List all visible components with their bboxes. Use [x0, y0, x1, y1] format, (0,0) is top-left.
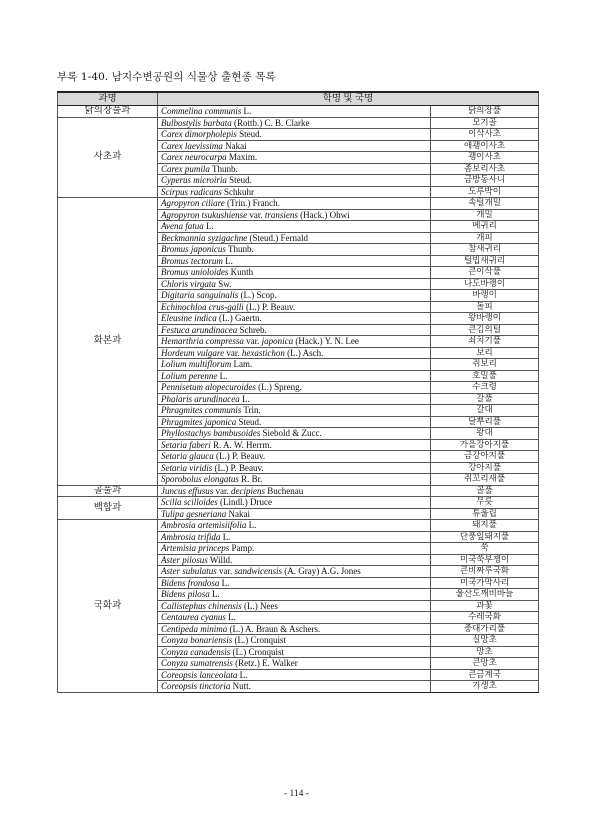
header-family: 과명 — [58, 92, 158, 106]
scientific-name-italic: Cyperus microiria — [161, 175, 227, 185]
korean-name-cell: 큰김의털 — [431, 324, 539, 336]
scientific-name-italic: Agropyron ciliare — [161, 198, 225, 208]
korean-name-cell: 속털개밀 — [431, 198, 539, 210]
korean-name-cell: 개밀 — [431, 209, 539, 221]
korean-name-cell: 금방동사니 — [431, 175, 539, 187]
scientific-name-italic: Ambrosia artemisiifolia — [161, 520, 247, 530]
korean-name-cell: 괭이사초 — [431, 152, 539, 164]
korean-name-cell: 돌피 — [431, 301, 539, 313]
scientific-name-author: var. — [247, 209, 265, 220]
scientific-name-author: (Retz.) E. Walker — [232, 658, 298, 668]
family-name-cell: 닭의장풀과 — [58, 106, 158, 118]
scientific-name-author: L. — [225, 612, 236, 622]
korean-name-cell: 과꽃 — [431, 600, 539, 612]
scientific-name-italic: Juncus effusus — [161, 485, 214, 496]
scientific-name-cell — [158, 324, 431, 336]
scientific-name-cell — [158, 117, 431, 129]
korean-name-cell: 나도바랭이 — [431, 278, 539, 290]
scientific-name-author: (A. Gray) A.G. Jones — [282, 566, 361, 576]
korean-name-cell: 참새귀리 — [431, 244, 539, 256]
scientific-name-italic: Tulipa gesneriana — [161, 508, 227, 519]
scientific-name-italic: sandwicensis — [234, 566, 283, 576]
scientific-name-italic: Centaurea cyanus — [161, 612, 226, 622]
scientific-name-italic: Setaria glauca — [161, 451, 214, 461]
scientific-name-italic: Chloris virgata — [161, 278, 216, 289]
scientific-name-cell — [158, 658, 431, 670]
scientific-name-italic: Bromus japonicus — [161, 244, 226, 254]
scientific-name-italic: Phragmites communis — [161, 405, 242, 415]
scientific-name-cell — [158, 554, 431, 566]
scientific-name-italic: Hemarthria compressa — [161, 336, 244, 346]
scientific-name-italic: Bromus tectorum — [161, 255, 223, 266]
scientific-name-italic: Eleusine indica — [161, 313, 217, 323]
table-row — [58, 117, 539, 129]
scientific-name-cell — [158, 313, 431, 325]
scientific-name-author: Nutt. — [230, 681, 251, 691]
scientific-name-author: (L.) P. Beauv. — [243, 301, 296, 312]
scientific-name-cell — [158, 267, 431, 279]
scientific-name-italic: Coreopsis tinctoria — [161, 681, 231, 691]
scientific-name-cell — [158, 186, 431, 198]
scientific-name-italic: Phalaris arundinacea — [161, 393, 240, 404]
scientific-name-italic: Conyza sumatrensis — [161, 658, 233, 668]
family-name-cell: 국화과 — [58, 520, 158, 693]
scientific-name-author: R. Br. — [238, 474, 263, 484]
scientific-name-cell — [158, 462, 431, 474]
scientific-name-italic: Bidens frondosa — [161, 577, 220, 588]
scientific-name-author: (L.) Cronquist — [230, 646, 284, 657]
scientific-name-italic: Carex pumila — [161, 163, 210, 174]
family-name-cell: 백합과 — [58, 497, 158, 520]
scientific-name-cell — [158, 600, 431, 612]
korean-name-cell: 닭의장풀 — [431, 106, 539, 118]
scientific-name-cell — [158, 393, 431, 405]
korean-name-cell: 실망초 — [431, 635, 539, 647]
scientific-name-italic: Commelina communis — [161, 106, 242, 116]
table-row — [58, 106, 539, 118]
scientific-name-author: (L.) P. Beauv. — [212, 462, 264, 473]
scientific-name-cell — [158, 221, 431, 233]
scientific-name-cell — [158, 635, 431, 647]
scientific-name-author: L. — [241, 106, 252, 116]
scientific-name-author: (L.) Nees — [241, 600, 278, 611]
korean-name-cell: 메귀리 — [431, 221, 539, 233]
scientific-name-cell — [158, 508, 431, 520]
scientific-name-author: L. — [239, 393, 250, 404]
species-table — [57, 91, 539, 693]
scientific-name-author: L. — [203, 221, 214, 231]
scientific-name-cell — [158, 359, 431, 371]
korean-name-cell: 왕대 — [431, 428, 539, 440]
scientific-name-cell — [158, 301, 431, 313]
scientific-name-italic: Callistephus chinensis — [161, 600, 242, 611]
scientific-name-italic: Coreopsis lanceolata — [161, 669, 238, 680]
korean-name-cell: 바랭이 — [431, 290, 539, 302]
scientific-name-italic: Bidens pilosa — [161, 589, 210, 599]
scientific-name-cell — [158, 416, 431, 428]
korean-name-cell: 기생초 — [431, 681, 539, 693]
scientific-name-italic: Avena fatua — [161, 221, 204, 231]
korean-name-cell: 수레국화 — [431, 612, 539, 624]
header-name: 학명 및 국명 — [158, 92, 539, 106]
species-table-body — [58, 106, 539, 693]
scientific-name-author: R. A. W. Herrm. — [210, 439, 272, 450]
scientific-name-cell — [158, 244, 431, 256]
scientific-name-author: Buchenau — [265, 485, 304, 496]
scientific-name-italic: japonica — [261, 336, 294, 346]
scientific-name-author: L. — [246, 520, 257, 530]
scientific-name-italic: Sporobolus elongatus — [161, 474, 239, 484]
scientific-name-author: (Hack.) Ohwi — [297, 209, 350, 220]
korean-name-cell: 큰이삭풀 — [431, 267, 539, 279]
korean-name-cell: 큰금계국 — [431, 669, 539, 681]
scientific-name-author: var. — [224, 347, 242, 358]
scientific-name-author: Maxim. — [226, 152, 258, 162]
scientific-name-cell — [158, 175, 431, 187]
korean-name-cell: 이삭사초 — [431, 129, 539, 141]
korean-name-cell: 큰망초 — [431, 658, 539, 670]
scientific-name-author: Steud. — [226, 175, 252, 185]
korean-name-cell: 호밀풀 — [431, 370, 539, 382]
scientific-name-cell — [158, 520, 431, 532]
scientific-name-author: L. — [219, 577, 230, 588]
korean-name-cell: 미국가막사리 — [431, 577, 539, 589]
korean-name-cell: 가을강아지풀 — [431, 439, 539, 451]
scientific-name-italic: Digitaria sanguinalis — [161, 290, 239, 300]
scientific-name-cell — [158, 566, 431, 578]
scientific-name-italic: Setaria viridis — [161, 462, 213, 473]
scientific-name-italic: Bulbostylis barbata — [161, 117, 232, 128]
scientific-name-italic: hexastichon — [241, 347, 285, 358]
scientific-name-cell — [158, 106, 431, 118]
scientific-name-italic: Conyza bonariensis — [161, 635, 233, 645]
scientific-name-author: L. — [209, 589, 220, 599]
scientific-name-cell — [158, 439, 431, 451]
scientific-name-cell — [158, 129, 431, 141]
scientific-name-italic: Carex neurocarpa — [161, 152, 227, 162]
scientific-name-cell — [158, 669, 431, 681]
korean-name-cell: 강아지풀 — [431, 462, 539, 474]
scientific-name-author: Steud. — [236, 129, 262, 139]
scientific-name-cell — [158, 290, 431, 302]
scientific-name-author: Steud. — [236, 416, 262, 427]
scientific-name-italic: Echinochloa crus-galli — [161, 301, 244, 312]
family-name-cell: 골풀과 — [58, 485, 158, 497]
scientific-name-author: Sw. — [215, 278, 232, 289]
scientific-name-italic: Carex dimorpholepis — [161, 129, 237, 139]
scientific-name-cell — [158, 152, 431, 164]
scientific-name-author: Nakai — [226, 508, 251, 519]
scientific-name-italic: Pennisetum alopecuroides — [161, 382, 256, 392]
scientific-name-author: Trin. — [241, 405, 261, 415]
korean-name-cell: 좀보리사초 — [431, 163, 539, 175]
scientific-name-cell — [158, 255, 431, 267]
scientific-name-cell — [158, 681, 431, 693]
korean-name-cell: 단풍잎돼지풀 — [431, 531, 539, 543]
scientific-name-cell — [158, 163, 431, 175]
scientific-name-cell — [158, 589, 431, 601]
scientific-name-author: (L.) P. Beauv. — [213, 451, 266, 461]
scientific-name-italic: Scilla scilloides — [161, 497, 218, 507]
korean-name-cell: 미국쑥부쟁이 — [431, 554, 539, 566]
korean-name-cell: 쑥 — [431, 543, 539, 555]
korean-name-cell: 보리 — [431, 347, 539, 359]
scientific-name-cell — [158, 347, 431, 359]
scientific-name-author: L. — [222, 255, 233, 266]
scientific-name-italic: Setaria faberi — [161, 439, 211, 450]
table-row — [58, 485, 539, 497]
korean-name-cell: 도루박이 — [431, 186, 539, 198]
page-number: - 114 - — [284, 789, 309, 799]
korean-name-cell: 중대가리풀 — [431, 623, 539, 635]
scientific-name-italic: Lolium multiflorum — [161, 359, 232, 369]
korean-name-cell: 튜울립 — [431, 508, 539, 520]
scientific-name-author: Willd. — [207, 554, 233, 565]
scientific-name-author: (L.) Spreng. — [255, 382, 302, 392]
scientific-name-author: L. — [237, 669, 248, 680]
scientific-name-cell — [158, 451, 431, 463]
scientific-name-author: Schreb. — [237, 324, 267, 335]
scientific-name-italic: Festuca arundinacea — [161, 324, 238, 335]
scientific-name-cell — [158, 577, 431, 589]
scientific-name-cell — [158, 209, 431, 221]
korean-name-cell: 개피 — [431, 232, 539, 244]
scientific-name-cell — [158, 612, 431, 624]
table-row — [58, 520, 539, 532]
scientific-name-cell — [158, 543, 431, 555]
scientific-name-italic: decipiens — [231, 485, 265, 496]
korean-name-cell: 달뿌리풀 — [431, 416, 539, 428]
table-caption: 부록 1-40. 남지수변공원의 식물상 출현종 목록 — [57, 71, 276, 83]
scientific-name-author: Pamp. — [229, 543, 255, 553]
scientific-name-cell — [158, 278, 431, 290]
scientific-name-cell — [158, 405, 431, 417]
scientific-name-author: L. — [217, 370, 228, 381]
scientific-name-author: Siebold & Zucc. — [260, 428, 322, 438]
family-name-cell: 화본과 — [58, 198, 158, 486]
scientific-name-author: L. — [220, 531, 231, 542]
table-row — [58, 198, 539, 210]
family-name-cell: 사초과 — [58, 117, 158, 198]
scientific-name-italic: Artemisia princeps — [161, 543, 230, 553]
table-header-row — [58, 92, 539, 106]
korean-name-cell: 골풀 — [431, 485, 539, 497]
scientific-name-italic: Ambrosia trifida — [161, 531, 221, 542]
scientific-name-author: Thunb. — [225, 244, 254, 254]
scientific-name-italic: Carex laevissima — [161, 140, 223, 151]
scientific-name-author: Schkuhr — [221, 186, 254, 197]
scientific-name-italic: Lolium perenne — [161, 370, 218, 381]
scientific-name-author: (Rottb.) C. B. Clarke — [231, 117, 310, 128]
korean-name-cell: 털빕새귀리 — [431, 255, 539, 267]
scientific-name-author: var. — [216, 566, 235, 576]
korean-name-cell: 쥐보리 — [431, 359, 539, 371]
scientific-name-cell — [158, 497, 431, 509]
scientific-name-cell — [158, 198, 431, 210]
scientific-name-italic: Phragmites japonica — [161, 416, 237, 427]
korean-name-cell: 쇠치기풀 — [431, 336, 539, 348]
scientific-name-italic: Aster pilosus — [161, 554, 208, 565]
scientific-name-italic: Agropyron tsukushiense — [161, 209, 248, 220]
scientific-name-author: (Trin.) Franch. — [224, 198, 280, 208]
scientific-name-author: (Lindl.) Druce — [217, 497, 272, 507]
scientific-name-italic: Hordeum vulgare — [161, 347, 225, 358]
table-row — [58, 497, 539, 509]
scientific-name-author: (L.) Asch. — [284, 347, 324, 358]
korean-name-cell: 돼지풀 — [431, 520, 539, 532]
korean-name-cell: 울산도깨비바늘 — [431, 589, 539, 601]
scientific-name-author: Lam. — [231, 359, 253, 369]
scientific-name-italic: Bromus unioloides — [161, 267, 229, 277]
korean-name-cell: 왕바랭이 — [431, 313, 539, 325]
korean-name-cell: 애괭이사초 — [431, 140, 539, 152]
scientific-name-italic: Centipeda minima — [161, 623, 228, 634]
scientific-name-author: (L.) Cronquist — [232, 635, 287, 645]
scientific-name-cell — [158, 370, 431, 382]
scientific-name-italic: Beckmannia syzigachne — [161, 232, 248, 243]
scientific-name-author: (Steud.) Fernald — [247, 232, 308, 243]
scientific-name-author: (L.) A. Braun & Aschers. — [227, 623, 321, 634]
korean-name-cell: 망초 — [431, 646, 539, 658]
scientific-name-italic: Aster subulatus — [161, 566, 217, 576]
scientific-name-italic: transiens — [264, 209, 298, 220]
korean-name-cell: 모기골 — [431, 117, 539, 129]
korean-name-cell: 쥐꼬리새풀 — [431, 474, 539, 486]
scientific-name-cell — [158, 485, 431, 497]
scientific-name-author: var. — [213, 485, 231, 496]
korean-name-cell: 금강아지풀 — [431, 451, 539, 463]
scientific-name-cell — [158, 140, 431, 152]
korean-name-cell: 갈풀 — [431, 393, 539, 405]
korean-name-cell: 무릇 — [431, 497, 539, 509]
scientific-name-author: var. — [243, 336, 262, 346]
scientific-name-italic: Phyllostachys bambusoides — [161, 428, 261, 438]
scientific-name-cell — [158, 232, 431, 244]
scientific-name-cell — [158, 336, 431, 348]
scientific-name-italic: Scirpus radicans — [161, 186, 222, 197]
scientific-name-author: (L.) Gaertn. — [216, 313, 262, 323]
scientific-name-cell — [158, 646, 431, 658]
scientific-name-author: Thunb. — [209, 163, 238, 174]
scientific-name-author: Kunth — [228, 267, 254, 277]
scientific-name-author: (L.) Scop. — [238, 290, 277, 300]
scientific-name-cell — [158, 531, 431, 543]
scientific-name-cell — [158, 382, 431, 394]
scientific-name-cell — [158, 474, 431, 486]
scientific-name-cell — [158, 428, 431, 440]
scientific-name-italic: Conyza canadensis — [161, 646, 231, 657]
scientific-name-author: Nakai — [222, 140, 247, 151]
scientific-name-cell — [158, 623, 431, 635]
korean-name-cell: 갈대 — [431, 405, 539, 417]
scientific-name-author: (Hack.) Y. N. Lee — [293, 336, 359, 346]
korean-name-cell: 큰비짜루국화 — [431, 566, 539, 578]
korean-name-cell: 수크령 — [431, 382, 539, 394]
